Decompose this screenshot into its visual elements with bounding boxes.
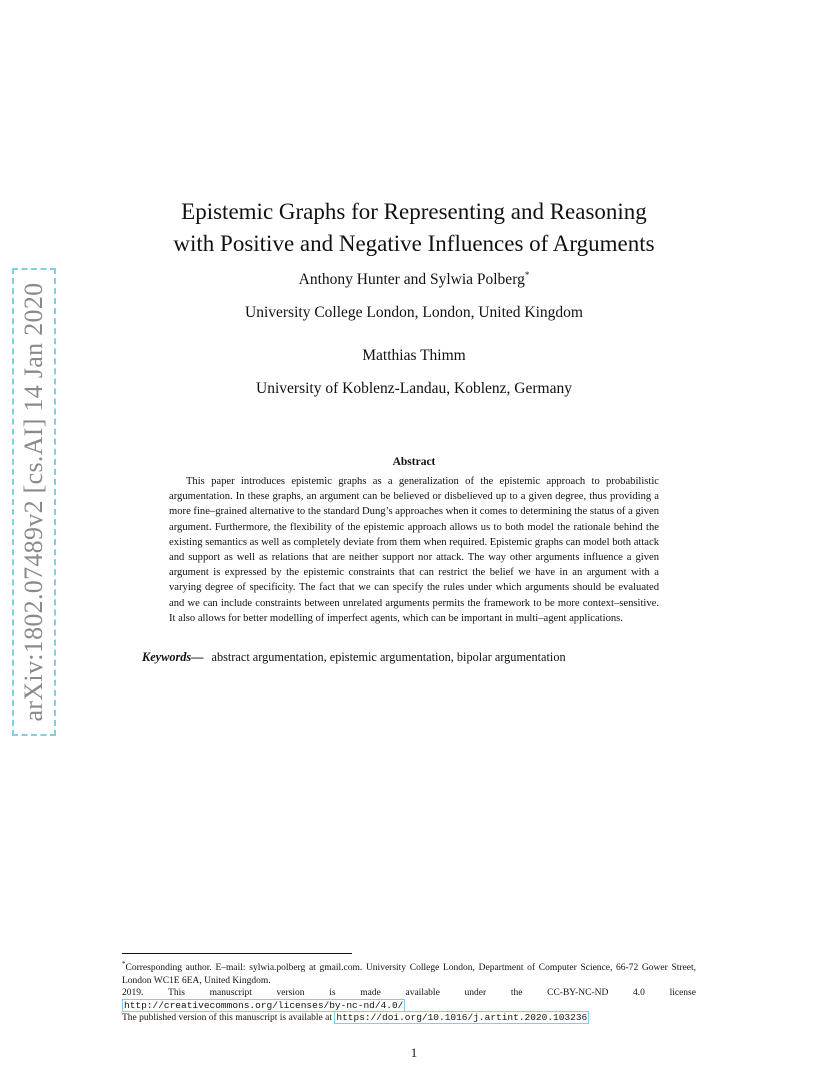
footnote-corresponding-text: Corresponding author. E–mail: sylwia.polberg at gmail.com. University College London, Department of Computer Science, 66-72 Gower Street, London WC1E 6EA, United Kingdom. [122,963,696,986]
authors-group-1 [0,270,828,289]
license-url-link[interactable]: http://creativecommons.org/licenses/by-nc-nd/4.0/ [124,999,404,1011]
title-line-2: with Positive and Negative Influences of Arguments [173,231,655,256]
license-word: the [510,988,523,999]
keywords-text: abstract argumentation, epistemic argumentation, bipolar argumentation [211,650,566,664]
footnote-rule [122,953,352,954]
footnote-license-line [122,987,696,1000]
page-number: 1 [410,1046,418,1060]
license-word: CC-BY-NC-ND [547,988,609,999]
arxiv-stamp[interactable] [12,268,56,736]
arxiv-identifier[interactable]: arXiv:1802.07489v2 [cs.AI] 14 Jan 2020 [19,282,48,722]
license-word: 4.0 [633,988,645,999]
corresponding-author-mark[interactable]: * [524,270,530,280]
license-word: 2019. [122,988,144,999]
license-word: under [464,988,487,999]
keywords-label: Keywords— [142,650,204,664]
authors-names-1: Anthony Hunter and Sylwia Polberg [298,271,525,289]
footnote-mark: * [122,960,126,968]
license-word: available [405,988,440,999]
paper-title [0,196,828,260]
published-prefix: The published version of this manuscript is available at [122,1013,333,1024]
affiliation-2: University of Koblenz-Landau, Koblenz, Germany [256,380,572,397]
authors-group-2: Matthias Thimm [362,347,466,364]
affiliation-1: University College London, London, United Kingdom [245,304,583,321]
license-word: manuscript [209,988,252,999]
abstract-body: This paper introduces epistemic graphs as a generalization of the epistemic approach to probabilistic argumentation. In these graphs, an argument can be believed or disbelieved up to a given degree, thus providing a more fine–grained alternative to the standard Dung’s approaches when it comes to determining the status of a given argument. Furthermore, the flexibility of the epistemic approach allows us to both model the rationale behind the existing semantics as well as completely deviate from them when required. Epistemic graphs can model both attack and support as well as relations that are neither support nor attack. The way other arguments influence a given argument is expressed by the epistemic constraints that can restrict the belief we have in an argument with a varying degree of specificity. The fact that we can specify the rules under which arguments should be evaluated and we can include constraints between unrelated arguments permits the framework to be more context–sensitive. It also allows for better modelling of imperfect agents, which can be important in multi–agent applications. [169,476,659,624]
license-word: is [329,988,336,999]
license-word: license [669,988,696,999]
license-word: This [168,988,185,999]
keywords [142,650,566,665]
abstract-heading: Abstract [392,456,436,468]
footnote-published-line [122,1012,696,1025]
footnote-corresponding [122,958,696,987]
title-line-1: Epistemic Graphs for Representing and Reasoning [181,199,647,224]
footnotes [122,958,696,1025]
license-word: made [360,988,381,999]
license-word: version [276,988,305,999]
published-doi-link[interactable]: https://doi.org/10.1016/j.artint.2020.103236 [336,1012,588,1024]
